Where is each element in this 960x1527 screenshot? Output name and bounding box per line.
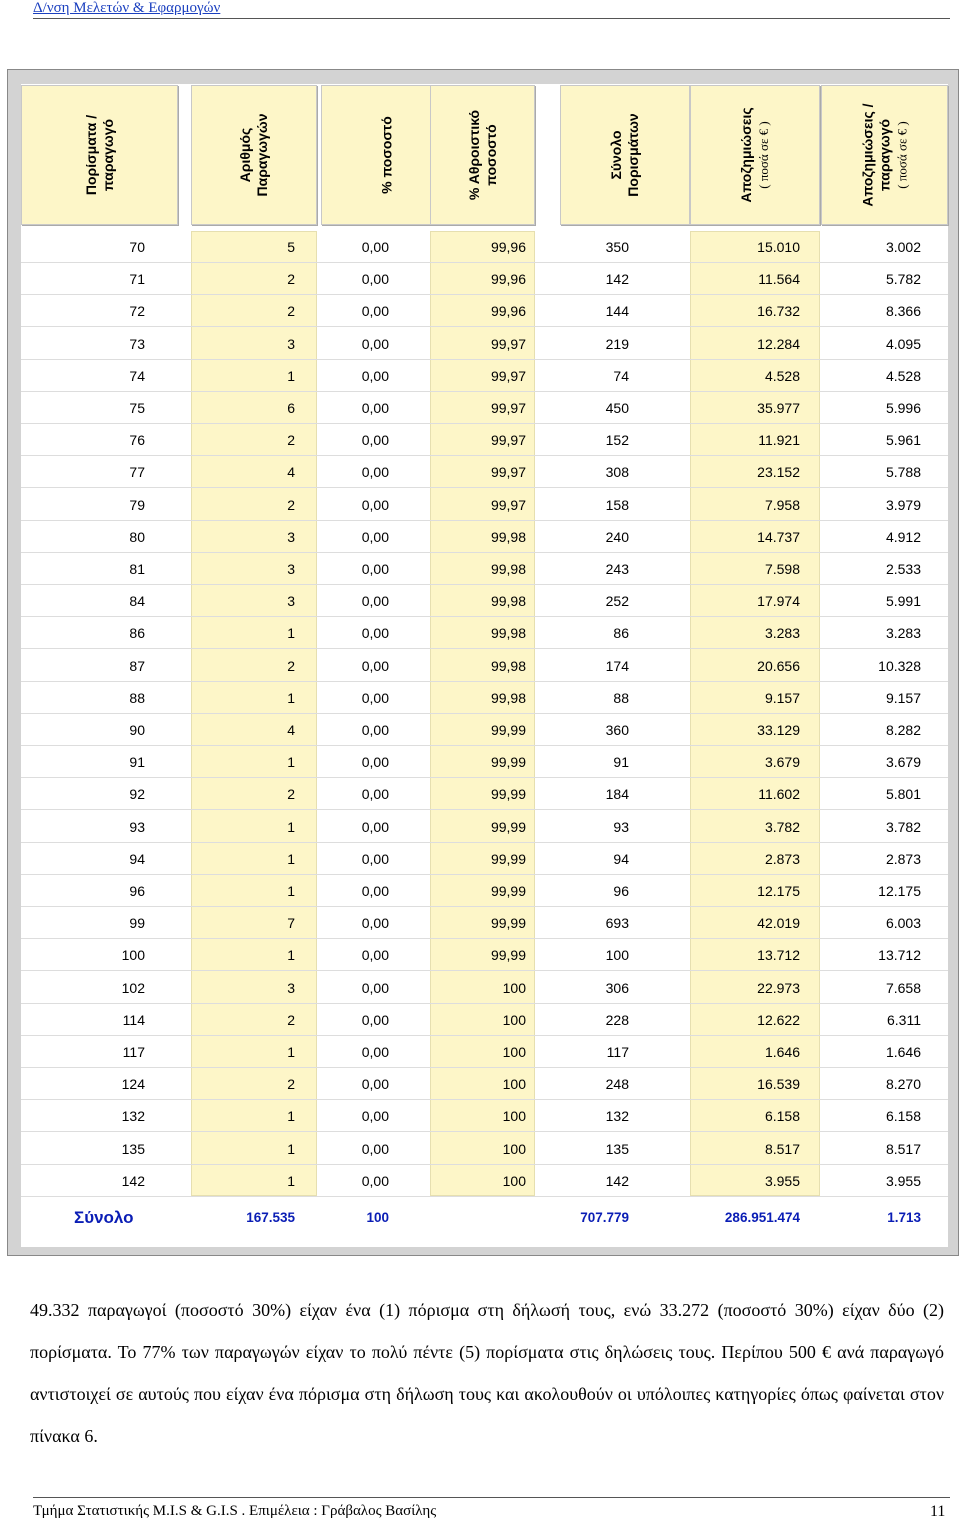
cell-findings-per-producer: 80 bbox=[129, 528, 145, 545]
cell-findings-per-producer: 96 bbox=[129, 883, 145, 899]
cell-percent: 0,00 bbox=[361, 464, 389, 481]
cell-producers-count: 1 bbox=[287, 1140, 295, 1157]
cell-compensation-per-producer: 7.658 bbox=[885, 979, 921, 996]
column-header-findings-per-producer bbox=[21, 85, 178, 225]
cell-percent: 0,00 bbox=[361, 1011, 389, 1028]
cell-findings-per-producer: 94 bbox=[129, 850, 145, 867]
cell-cumulative-percent: 99,97 bbox=[490, 335, 526, 352]
cell-findings-per-producer: 70 bbox=[129, 239, 145, 255]
table-row bbox=[21, 489, 948, 521]
cell-total-findings: 252 bbox=[605, 593, 629, 610]
cell-findings-per-producer: 135 bbox=[121, 1140, 145, 1157]
page-number: 11 bbox=[930, 1503, 946, 1520]
cell-percent: 0,00 bbox=[361, 496, 389, 513]
cell-percent: 0,00 bbox=[361, 335, 389, 352]
cell-findings-per-producer: 142 bbox=[121, 1172, 145, 1189]
cell-cumulative-percent: 99,99 bbox=[490, 915, 526, 932]
cell-compensation: 3.782 bbox=[764, 818, 800, 835]
total-row bbox=[21, 1202, 948, 1234]
cell-compensation: 4.528 bbox=[764, 367, 800, 384]
cell-producers-count: 6 bbox=[287, 400, 295, 416]
cell-compensation: 16.732 bbox=[757, 303, 800, 320]
column-header-cumulative-percent bbox=[430, 85, 535, 225]
cell-compensation: 7.598 bbox=[764, 561, 800, 577]
cell-producers-count: 3 bbox=[287, 561, 295, 577]
header-link[interactable]: Δ/νση Μελετών & Εφαρμογών bbox=[33, 0, 221, 16]
cell-findings-per-producer: 76 bbox=[129, 432, 145, 449]
cell-compensation-per-producer: 13.712 bbox=[878, 947, 921, 964]
table-row bbox=[21, 231, 948, 263]
cell-percent: 0,00 bbox=[361, 432, 389, 449]
cell-total-findings: 693 bbox=[605, 915, 629, 932]
table-row bbox=[21, 972, 948, 1004]
cell-compensation: 14.737 bbox=[757, 528, 800, 545]
cell-findings-per-producer: 91 bbox=[129, 754, 145, 771]
cell-cumulative-percent: 99,99 bbox=[490, 818, 526, 835]
cell-percent: 0,00 bbox=[361, 657, 389, 674]
column-header-label: Αριθμός Παραγωγών bbox=[237, 113, 270, 197]
cell-percent: 0,00 bbox=[361, 303, 389, 320]
cell-percent: 0,00 bbox=[361, 593, 389, 610]
cell-compensation-per-producer: 3.782 bbox=[885, 818, 921, 835]
cell-compensation: 6.158 bbox=[764, 1108, 800, 1125]
cell-compensation-per-producer: 6.311 bbox=[887, 1011, 921, 1028]
table-row bbox=[21, 1100, 948, 1132]
cell-producers-count: 3 bbox=[287, 528, 295, 545]
table-row bbox=[21, 617, 948, 649]
cell-compensation-per-producer: 4.095 bbox=[885, 335, 921, 352]
cell-findings-per-producer: 73 bbox=[129, 335, 145, 352]
cell-percent: 0,00 bbox=[361, 1140, 389, 1157]
cell-total-findings: 88 bbox=[613, 689, 629, 706]
cell-compensation: 13.712 bbox=[757, 947, 800, 964]
cell-producers-count: 7 bbox=[287, 915, 295, 932]
table-row bbox=[21, 1133, 948, 1165]
cell-total-findings: 228 bbox=[605, 1011, 629, 1028]
cell-compensation: 3.283 bbox=[764, 625, 800, 642]
cell-compensation-per-producer: 5.961 bbox=[885, 432, 921, 449]
cell-cumulative-percent: 100 bbox=[502, 979, 526, 996]
cell-findings-per-producer: 71 bbox=[129, 271, 145, 288]
cell-cumulative-percent: 99,96 bbox=[490, 239, 526, 255]
table-row bbox=[21, 907, 948, 939]
cell-producers-count: 1 bbox=[287, 947, 295, 964]
cell-findings-per-producer: 92 bbox=[129, 786, 145, 803]
cell-compensation-per-producer: 3.002 bbox=[885, 239, 921, 255]
cell-total-findings: 450 bbox=[605, 400, 629, 416]
cell-total-findings: 350 bbox=[605, 239, 629, 255]
cell-producers-count: 3 bbox=[287, 593, 295, 610]
cell-producers-count: 4 bbox=[287, 722, 295, 738]
cell-producers-count: 1 bbox=[287, 754, 295, 771]
cell-total-findings: 96 bbox=[613, 883, 629, 899]
table-row bbox=[21, 811, 948, 843]
column-header-producers-count bbox=[191, 85, 317, 225]
cell-producers-count: 1 bbox=[287, 1044, 295, 1060]
cell-compensation-per-producer: 8.366 bbox=[885, 303, 921, 320]
total-findings: 707.779 bbox=[580, 1210, 629, 1225]
cell-producers-count: 1 bbox=[287, 1172, 295, 1189]
cell-cumulative-percent: 100 bbox=[502, 1140, 526, 1157]
cell-compensation: 20.656 bbox=[757, 657, 800, 674]
cell-total-findings: 86 bbox=[613, 625, 629, 642]
cell-compensation: 8.517 bbox=[764, 1140, 800, 1157]
cell-cumulative-percent: 99,98 bbox=[490, 689, 526, 706]
cell-producers-count: 3 bbox=[287, 335, 295, 352]
cell-findings-per-producer: 84 bbox=[129, 593, 145, 610]
cell-percent: 0,00 bbox=[361, 754, 389, 771]
table-row bbox=[21, 392, 948, 424]
table-row bbox=[21, 1068, 948, 1100]
total-producers: 167.535 bbox=[246, 1210, 295, 1225]
cell-compensation: 3.679 bbox=[764, 754, 800, 771]
table-row bbox=[21, 778, 948, 810]
cell-findings-per-producer: 117 bbox=[122, 1044, 145, 1060]
cell-total-findings: 74 bbox=[613, 367, 629, 384]
data-table-frame bbox=[7, 69, 959, 1256]
cell-compensation: 23.152 bbox=[757, 464, 800, 481]
cell-producers-count: 5 bbox=[287, 239, 295, 255]
cell-compensation: 11.564 bbox=[758, 271, 800, 288]
cell-cumulative-percent: 99,99 bbox=[490, 754, 526, 771]
cell-compensation-per-producer: 3.283 bbox=[885, 625, 921, 642]
cell-producers-count: 1 bbox=[287, 1108, 295, 1125]
column-header-label: % Αθροιστικό ποσοστό bbox=[465, 109, 499, 201]
cell-findings-per-producer: 90 bbox=[129, 722, 145, 738]
cell-findings-per-producer: 77 bbox=[129, 464, 145, 481]
cell-compensation-per-producer: 12.175 bbox=[878, 883, 921, 899]
table-row bbox=[21, 746, 948, 778]
cell-percent: 0,00 bbox=[361, 625, 389, 642]
table-row bbox=[21, 1165, 948, 1197]
cell-compensation: 33.129 bbox=[757, 722, 800, 738]
cell-percent: 0,00 bbox=[361, 367, 389, 384]
cell-cumulative-percent: 99,98 bbox=[490, 528, 526, 545]
cell-total-findings: 144 bbox=[605, 303, 629, 320]
cell-compensation: 16.539 bbox=[757, 1076, 800, 1093]
cell-findings-per-producer: 124 bbox=[121, 1076, 145, 1093]
cell-findings-per-producer: 114 bbox=[122, 1011, 145, 1028]
cell-total-findings: 308 bbox=[605, 464, 629, 481]
column-header-sublabel: ( ποσά σε € ) bbox=[756, 121, 771, 189]
cell-cumulative-percent: 99,99 bbox=[490, 850, 526, 867]
column-header-label: Σύνολο Πορισμάτων bbox=[608, 113, 641, 197]
cell-percent: 0,00 bbox=[361, 528, 389, 545]
cell-findings-per-producer: 87 bbox=[129, 657, 145, 674]
table-row bbox=[21, 650, 948, 682]
table-row bbox=[21, 1004, 948, 1036]
cell-percent: 0,00 bbox=[361, 1108, 389, 1125]
cell-findings-per-producer: 102 bbox=[121, 979, 145, 996]
column-header-compensation bbox=[690, 85, 820, 225]
column-header-sublabel: ( ποσά σε € ) bbox=[894, 121, 909, 189]
cell-findings-per-producer: 132 bbox=[121, 1108, 145, 1125]
data-table bbox=[21, 84, 948, 1247]
cell-percent: 0,00 bbox=[361, 786, 389, 803]
column-header-compensation-per-producer bbox=[821, 85, 948, 225]
cell-cumulative-percent: 100 bbox=[502, 1011, 526, 1028]
cell-compensation-per-producer: 3.979 bbox=[885, 496, 921, 513]
cell-percent: 0,00 bbox=[361, 883, 389, 899]
cell-total-findings: 100 bbox=[605, 947, 629, 964]
cell-producers-count: 1 bbox=[287, 883, 295, 899]
cell-cumulative-percent: 99,97 bbox=[490, 464, 526, 481]
cell-producers-count: 3 bbox=[287, 979, 295, 996]
cell-total-findings: 248 bbox=[605, 1076, 629, 1093]
cell-cumulative-percent: 99,97 bbox=[490, 496, 526, 513]
table-row bbox=[21, 875, 948, 907]
cell-cumulative-percent: 100 bbox=[502, 1076, 526, 1093]
cell-compensation-per-producer: 4.528 bbox=[885, 367, 921, 384]
cell-percent: 0,00 bbox=[361, 722, 389, 738]
cell-compensation-per-producer: 8.517 bbox=[885, 1140, 921, 1157]
cell-total-findings: 94 bbox=[613, 850, 629, 867]
table-row bbox=[21, 521, 948, 553]
cell-total-findings: 152 bbox=[605, 432, 629, 449]
cell-percent: 0,00 bbox=[361, 561, 389, 577]
total-compensation: 286.951.474 bbox=[724, 1210, 800, 1225]
cell-producers-count: 1 bbox=[287, 367, 295, 384]
cell-findings-per-producer: 75 bbox=[129, 400, 145, 416]
cell-total-findings: 142 bbox=[605, 271, 629, 288]
cell-compensation: 17.974 bbox=[757, 593, 800, 610]
cell-producers-count: 1 bbox=[287, 850, 295, 867]
cell-compensation: 2.873 bbox=[764, 850, 800, 867]
cell-producers-count: 2 bbox=[287, 786, 295, 803]
cell-compensation-per-producer: 5.801 bbox=[885, 786, 921, 803]
cell-compensation: 12.175 bbox=[757, 883, 800, 899]
table-row bbox=[21, 1036, 948, 1068]
cell-percent: 0,00 bbox=[361, 271, 389, 288]
cell-compensation-per-producer: 8.282 bbox=[885, 722, 921, 738]
total-label: Σύνολο bbox=[74, 1208, 134, 1227]
cell-producers-count: 1 bbox=[287, 818, 295, 835]
cell-total-findings: 306 bbox=[605, 979, 629, 996]
cell-total-findings: 117 bbox=[606, 1044, 629, 1060]
table-row bbox=[21, 263, 948, 295]
cell-total-findings: 142 bbox=[605, 1172, 629, 1189]
cell-compensation: 12.284 bbox=[757, 335, 800, 352]
cell-percent: 0,00 bbox=[361, 400, 389, 416]
cell-cumulative-percent: 99,97 bbox=[490, 400, 526, 416]
cell-cumulative-percent: 100 bbox=[502, 1044, 526, 1060]
cell-total-findings: 174 bbox=[605, 657, 629, 674]
cell-total-findings: 132 bbox=[605, 1108, 629, 1125]
cell-compensation-per-producer: 6.003 bbox=[885, 915, 921, 932]
cell-compensation-per-producer: 5.996 bbox=[885, 400, 921, 416]
cell-compensation-per-producer: 5.991 bbox=[885, 593, 921, 610]
cell-percent: 0,00 bbox=[361, 850, 389, 867]
cell-total-findings: 219 bbox=[605, 335, 629, 352]
cell-producers-count: 2 bbox=[287, 1076, 295, 1093]
column-header-label: Αποζημιώσεις / παραγωγό ( ποσά σε € ) bbox=[859, 100, 910, 210]
cell-total-findings: 243 bbox=[605, 561, 629, 577]
cell-findings-per-producer: 72 bbox=[129, 303, 145, 320]
table-row bbox=[21, 585, 948, 617]
cell-percent: 0,00 bbox=[361, 979, 389, 996]
footer-rule bbox=[33, 1497, 950, 1498]
cell-compensation-per-producer: 2.533 bbox=[885, 561, 921, 577]
cell-compensation-per-producer: 2.873 bbox=[885, 850, 921, 867]
cell-total-findings: 158 bbox=[605, 496, 629, 513]
cell-total-findings: 135 bbox=[605, 1140, 629, 1157]
table-row bbox=[21, 456, 948, 488]
cell-producers-count: 2 bbox=[287, 432, 295, 449]
footer-text: Τμήμα Στατιστικής M.I.S & G.I.S . Επιμέλεια : Γράβαλος Βασίλης bbox=[33, 1503, 437, 1519]
total-percent: 100 bbox=[366, 1210, 389, 1225]
cell-compensation: 42.019 bbox=[757, 915, 800, 932]
cell-findings-per-producer: 79 bbox=[129, 496, 145, 513]
cell-cumulative-percent: 99,99 bbox=[490, 883, 526, 899]
cell-compensation: 3.955 bbox=[764, 1172, 800, 1189]
cell-total-findings: 240 bbox=[605, 528, 629, 545]
cell-findings-per-producer: 74 bbox=[129, 367, 145, 384]
column-header-total-findings bbox=[560, 85, 690, 225]
cell-producers-count: 2 bbox=[287, 303, 295, 320]
cell-producers-count: 1 bbox=[287, 625, 295, 642]
cell-total-findings: 184 bbox=[605, 786, 629, 803]
cell-cumulative-percent: 100 bbox=[502, 1172, 526, 1189]
header-rule bbox=[33, 18, 950, 19]
cell-findings-per-producer: 93 bbox=[129, 818, 145, 835]
summary-paragraph: 49.332 παραγωγοί (ποσοστό 30%) είχαν ένα (1) πόρισμα στη δήλωσή τους, ενώ 33.272 (ποσοστό 30%) είχαν δύο (2) πορίσματα. Το 77% των παραγωγών είχαν το πολύ πέντε (5) πορίσματα στις δηλώσεις τους. Περίπου 500 € ανά παραγωγό αντιστοιχεί σε αυτούς που είχαν ένα πόρισμα στη δήλωση τους και ακολουθούν οι υπόλοιπες κατηγορίες όπως φαίνεται στον πίνακα 6. bbox=[30, 1300, 944, 1446]
cell-findings-per-producer: 99 bbox=[129, 915, 145, 932]
cell-percent: 0,00 bbox=[361, 1172, 389, 1189]
cell-percent: 0,00 bbox=[361, 1044, 389, 1060]
cell-producers-count: 4 bbox=[287, 464, 295, 481]
cell-compensation-per-producer: 8.270 bbox=[885, 1076, 921, 1093]
cell-percent: 0,00 bbox=[361, 947, 389, 964]
table-row bbox=[21, 843, 948, 875]
cell-cumulative-percent: 99,97 bbox=[490, 367, 526, 384]
cell-compensation-per-producer: 9.157 bbox=[885, 689, 921, 706]
cell-findings-per-producer: 86 bbox=[129, 625, 145, 642]
cell-percent: 0,00 bbox=[361, 818, 389, 835]
cell-cumulative-percent: 99,98 bbox=[490, 561, 526, 577]
cell-compensation: 9.157 bbox=[764, 689, 800, 706]
cell-cumulative-percent: 99,98 bbox=[490, 593, 526, 610]
total-per-producer: 1.713 bbox=[887, 1210, 921, 1225]
table-row bbox=[21, 939, 948, 971]
table-row bbox=[21, 424, 948, 456]
cell-percent: 0,00 bbox=[361, 239, 389, 255]
cell-producers-count: 1 bbox=[287, 689, 295, 706]
table-row bbox=[21, 553, 948, 585]
cell-producers-count: 2 bbox=[287, 496, 295, 513]
table-row bbox=[21, 682, 948, 714]
column-header-label: Πορίσματα /παραγωγό bbox=[82, 114, 116, 196]
cell-compensation-per-producer: 3.679 bbox=[885, 754, 921, 771]
cell-findings-per-producer: 81 bbox=[129, 561, 145, 577]
cell-total-findings: 360 bbox=[605, 722, 629, 738]
table-row bbox=[21, 295, 948, 327]
cell-cumulative-percent: 99,97 bbox=[490, 432, 526, 449]
cell-cumulative-percent: 100 bbox=[502, 1108, 526, 1125]
cell-percent: 0,00 bbox=[361, 1076, 389, 1093]
cell-cumulative-percent: 99,98 bbox=[490, 657, 526, 674]
cell-compensation: 7.958 bbox=[764, 496, 800, 513]
cell-compensation: 1.646 bbox=[764, 1044, 800, 1060]
cell-total-findings: 91 bbox=[613, 754, 629, 771]
cell-cumulative-percent: 99,98 bbox=[490, 625, 526, 642]
cell-compensation-per-producer: 3.955 bbox=[885, 1172, 921, 1189]
cell-producers-count: 2 bbox=[287, 1011, 295, 1028]
cell-compensation-per-producer: 4.912 bbox=[885, 528, 921, 545]
column-header-label: Αποζημιώσεις ( ποσά σε € ) bbox=[738, 100, 772, 210]
cell-cumulative-percent: 99,99 bbox=[490, 947, 526, 964]
table-row bbox=[21, 360, 948, 392]
cell-percent: 0,00 bbox=[361, 915, 389, 932]
cell-findings-per-producer: 88 bbox=[129, 689, 145, 706]
cell-cumulative-percent: 99,99 bbox=[490, 722, 526, 738]
total-cumulative bbox=[430, 1202, 526, 1234]
cell-cumulative-percent: 99,96 bbox=[490, 271, 526, 288]
cell-findings-per-producer: 100 bbox=[121, 947, 145, 964]
cell-compensation-per-producer: 1.646 bbox=[885, 1044, 921, 1060]
cell-compensation-per-producer: 10.328 bbox=[878, 657, 921, 674]
cell-compensation: 22.973 bbox=[757, 979, 800, 996]
table-row bbox=[21, 328, 948, 360]
cell-compensation-per-producer: 6.158 bbox=[885, 1108, 921, 1125]
cell-compensation: 11.921 bbox=[758, 432, 800, 449]
table-row bbox=[21, 714, 948, 746]
cell-compensation: 11.602 bbox=[758, 786, 800, 803]
cell-cumulative-percent: 99,99 bbox=[490, 786, 526, 803]
cell-total-findings: 93 bbox=[613, 818, 629, 835]
cell-compensation: 12.622 bbox=[757, 1011, 800, 1028]
column-header-label: % ποσοστό bbox=[378, 116, 395, 194]
cell-compensation: 35.977 bbox=[757, 400, 800, 416]
cell-percent: 0,00 bbox=[361, 689, 389, 706]
cell-producers-count: 2 bbox=[287, 657, 295, 674]
cell-compensation-per-producer: 5.782 bbox=[885, 271, 921, 288]
cell-producers-count: 2 bbox=[287, 271, 295, 288]
cell-cumulative-percent: 99,96 bbox=[490, 303, 526, 320]
cell-compensation: 15.010 bbox=[757, 239, 800, 255]
cell-compensation-per-producer: 5.788 bbox=[885, 464, 921, 481]
